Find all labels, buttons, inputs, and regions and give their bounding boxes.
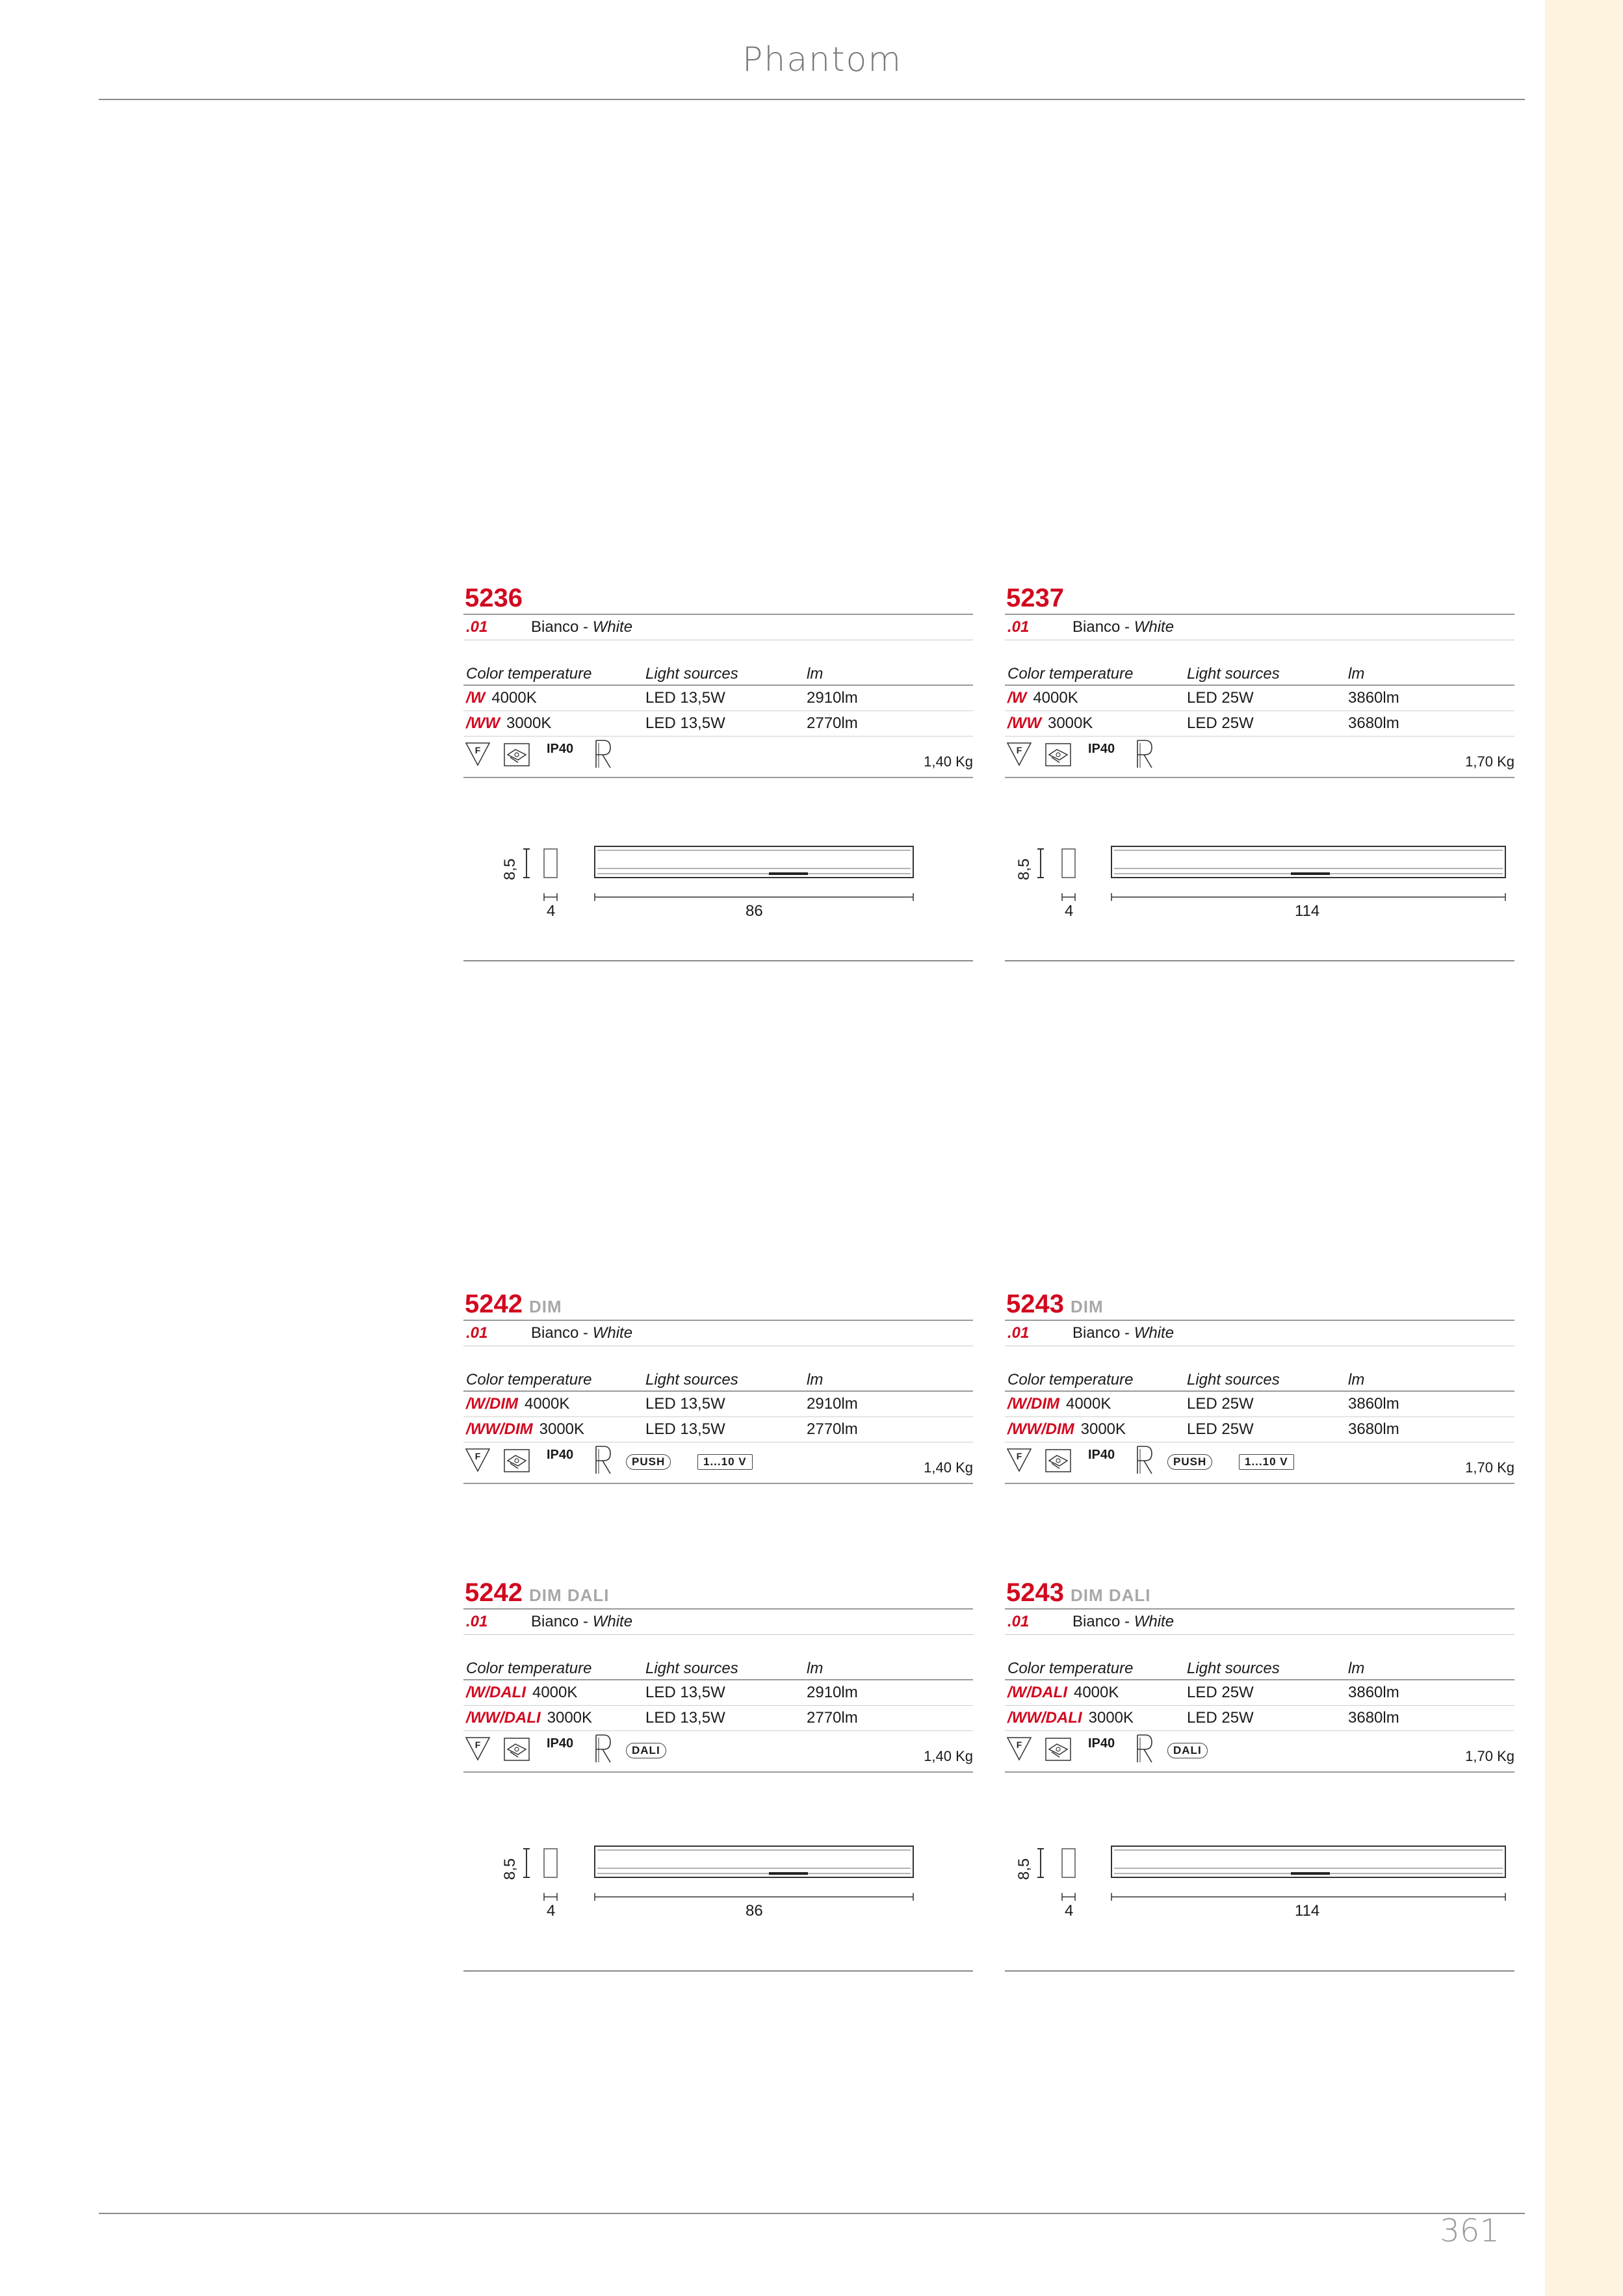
ip-rating: IP40 [1088, 742, 1115, 756]
light-source: LED 25W [1187, 1709, 1254, 1727]
col-lm: lm [1348, 665, 1365, 683]
col-light-sources: Light sources [645, 665, 738, 683]
ip-rating: IP40 [547, 1448, 574, 1462]
lumen-output: 3680lm [1348, 714, 1399, 732]
product-code-suffix: DIM DALI [528, 1585, 610, 1605]
color-temperature: 3000K [506, 714, 552, 732]
dim-height: 8,5 [1015, 858, 1033, 880]
insulation-box-icon [1044, 1446, 1072, 1475]
finish-row [463, 1321, 973, 1346]
spec-table [463, 1658, 973, 1731]
page-title: Phantom [742, 40, 902, 79]
lumen-output: 2770lm [807, 714, 858, 732]
product-code-line [463, 1580, 973, 1610]
f-mark-icon [465, 740, 491, 766]
svg-text:F: F [1016, 1740, 1022, 1750]
dim-length: 114 [1295, 1902, 1320, 1920]
dimension-drawing [463, 827, 973, 976]
dimension-drawing [463, 1827, 973, 1976]
variant-code: /WW/DIM [466, 1420, 533, 1438]
insulation-box-icon [1044, 1735, 1072, 1764]
lumen-output: 2910lm [807, 1684, 858, 1701]
finish-code: .01 [1007, 1613, 1030, 1630]
spec-table-header [1005, 1370, 1514, 1392]
certification-icons [1005, 737, 1514, 778]
dim-height: 8,5 [501, 1858, 519, 1880]
weight: 1,40 Kg [924, 1459, 973, 1476]
finish-code: .01 [466, 1613, 488, 1630]
r-mark-icon [1132, 1732, 1154, 1765]
dim-depth: 4 [1065, 902, 1074, 920]
weight: 1,40 Kg [924, 1748, 973, 1764]
r-mark-icon [591, 1444, 613, 1476]
light-source: LED 25W [1187, 714, 1254, 732]
product-code: 5242 DIM DALI [465, 1578, 610, 1607]
col-lm: lm [1348, 1660, 1365, 1677]
side-color-band [1545, 0, 1623, 2296]
r-mark-icon [591, 1732, 613, 1765]
table-row [463, 686, 973, 711]
spec-table [463, 664, 973, 737]
product-code-line [1005, 1580, 1514, 1610]
table-row [463, 1392, 973, 1417]
color-temperature: 3000K [1088, 1709, 1134, 1727]
dim-depth: 4 [547, 1902, 556, 1920]
spec-table-header [1005, 1658, 1514, 1680]
lumen-output: 2770lm [807, 1709, 858, 1727]
v110-badge: 1...10 V [697, 1454, 753, 1470]
section-rule [1005, 1970, 1514, 1972]
table-row [463, 711, 973, 737]
finish-row [1005, 615, 1514, 640]
finish-code: .01 [1007, 618, 1030, 636]
dim-height: 8,5 [501, 858, 519, 880]
f-mark-icon [1006, 740, 1032, 766]
f-mark-icon [465, 1735, 491, 1761]
dim-depth: 4 [547, 902, 556, 920]
light-source: LED 13,5W [645, 1684, 725, 1701]
light-source: LED 25W [1187, 1684, 1254, 1701]
table-row [463, 1706, 973, 1731]
variant-code: /WW/DIM [1007, 1420, 1074, 1438]
dim-height: 8,5 [1015, 1858, 1033, 1880]
finish-code: .01 [1007, 1324, 1030, 1342]
color-temperature: 4000K [491, 689, 537, 707]
svg-text:F: F [474, 1740, 481, 1750]
light-source: LED 25W [1187, 689, 1254, 707]
ip-rating: IP40 [547, 1736, 574, 1751]
weight: 1,70 Kg [1465, 1459, 1514, 1476]
spec-table-header [463, 1658, 973, 1680]
col-lm: lm [1348, 1371, 1365, 1389]
weight: 1,70 Kg [1465, 753, 1514, 770]
f-mark-icon [465, 1446, 491, 1472]
product-code-suffix: DIM [1070, 1297, 1104, 1316]
col-color-temperature: Color temperature [466, 665, 592, 683]
r-mark-icon [591, 738, 613, 770]
insulation-box-icon [502, 1446, 531, 1475]
spec-table-header [463, 1370, 973, 1392]
light-source: LED 25W [1187, 1420, 1254, 1438]
light-source: LED 13,5W [645, 714, 725, 732]
col-light-sources: Light sources [645, 1371, 738, 1389]
variant-code: /W/DIM [1007, 1395, 1059, 1413]
col-lm: lm [807, 665, 824, 683]
product-block-5 [1005, 1580, 1514, 1773]
certification-icons [1005, 1731, 1514, 1773]
product-code: 5243 DIM [1006, 1290, 1104, 1318]
col-lm: lm [807, 1371, 824, 1389]
col-light-sources: Light sources [645, 1660, 738, 1677]
weight: 1,70 Kg [1465, 1748, 1514, 1764]
svg-text:F: F [474, 745, 481, 755]
col-lm: lm [807, 1660, 824, 1677]
color-temperature: 3000K [547, 1709, 593, 1727]
color-temperature: 3000K [1047, 714, 1093, 732]
header-rule [99, 99, 1525, 100]
light-source: LED 25W [1187, 1395, 1254, 1413]
table-row [1005, 1680, 1514, 1706]
svg-text:F: F [1016, 745, 1022, 755]
spec-table [463, 1370, 973, 1442]
col-color-temperature: Color temperature [1007, 1371, 1134, 1389]
col-color-temperature: Color temperature [466, 1371, 592, 1389]
dim-length: 86 [746, 1902, 763, 1920]
col-color-temperature: Color temperature [1007, 665, 1134, 683]
table-row [463, 1680, 973, 1706]
col-light-sources: Light sources [1187, 665, 1280, 683]
col-color-temperature: Color temperature [466, 1660, 592, 1677]
color-temperature: 4000K [1073, 1684, 1119, 1701]
v110-badge: 1...10 V [1239, 1454, 1294, 1470]
color-temperature: 4000K [1065, 1395, 1111, 1413]
product-block-2 [463, 1291, 973, 1484]
finish-name: Bianco - White [531, 1613, 633, 1630]
light-source: LED 13,5W [645, 1420, 725, 1438]
variant-code: /W/DALI [1007, 1684, 1067, 1701]
product-code: 5243 DIM DALI [1006, 1578, 1151, 1607]
lumen-output: 2770lm [807, 1420, 858, 1438]
ip-rating: IP40 [1088, 1736, 1115, 1751]
certification-icons [1005, 1442, 1514, 1484]
lumen-output: 2910lm [807, 689, 858, 707]
certification-icons [463, 1731, 973, 1773]
f-mark-icon [1006, 1735, 1032, 1761]
finish-name: Bianco - White [531, 1324, 633, 1342]
product-code-suffix: DIM DALI [1070, 1585, 1151, 1605]
product-block-4 [463, 1580, 973, 1773]
lumen-output: 3860lm [1348, 1684, 1399, 1701]
finish-row [1005, 1610, 1514, 1635]
section-rule [1005, 960, 1514, 961]
variant-code: /W [466, 689, 486, 707]
finish-name: Bianco - White [1072, 1613, 1175, 1630]
r-mark-icon [1132, 1444, 1154, 1476]
variant-code: /WW [1007, 714, 1041, 732]
push-badge: PUSH [1167, 1454, 1212, 1470]
finish-row [1005, 1321, 1514, 1346]
product-code-line [1005, 1291, 1514, 1321]
product-code-suffix: DIM [528, 1297, 562, 1316]
lumen-output: 2910lm [807, 1395, 858, 1413]
color-temperature: 4000K [532, 1684, 578, 1701]
f-mark-icon [1006, 1446, 1032, 1472]
finish-row [463, 1610, 973, 1635]
variant-code: /WW/DALI [466, 1709, 541, 1727]
product-code-line [463, 1291, 973, 1321]
product-code-line [463, 585, 973, 615]
finish-name: Bianco - White [1072, 1324, 1175, 1342]
variant-code: /WW [466, 714, 500, 732]
variant-code: /W/DALI [466, 1684, 526, 1701]
svg-text:F: F [474, 1451, 481, 1461]
table-row [1005, 711, 1514, 737]
color-temperature: 3000K [539, 1420, 585, 1438]
dimension-drawing [1005, 827, 1514, 976]
color-temperature: 4000K [1033, 689, 1078, 707]
dimension-drawing [1005, 1827, 1514, 1976]
light-source: LED 13,5W [645, 689, 725, 707]
section-rule [463, 960, 973, 961]
table-row [1005, 686, 1514, 711]
light-source: LED 13,5W [645, 1395, 725, 1413]
finish-code: .01 [466, 618, 488, 636]
footer-rule [99, 2213, 1525, 2214]
spec-table [1005, 1370, 1514, 1442]
table-row [1005, 1392, 1514, 1417]
product-code: 5236 [465, 584, 523, 612]
certification-icons [463, 737, 973, 778]
col-light-sources: Light sources [1187, 1371, 1280, 1389]
spec-table [1005, 664, 1514, 737]
finish-code: .01 [466, 1324, 488, 1342]
spec-table [1005, 1658, 1514, 1731]
product-code: 5242 DIM [465, 1290, 562, 1318]
dim-depth: 4 [1065, 1902, 1074, 1920]
lumen-output: 3680lm [1348, 1420, 1399, 1438]
table-row [1005, 1706, 1514, 1731]
svg-text:F: F [1016, 1451, 1022, 1461]
finish-name: Bianco - White [1072, 618, 1175, 636]
lumen-output: 3860lm [1348, 1395, 1399, 1413]
product-code-line [1005, 585, 1514, 615]
variant-code: /W [1007, 689, 1027, 707]
finish-name: Bianco - White [531, 618, 633, 636]
dim-length: 114 [1295, 902, 1320, 920]
table-row [463, 1417, 973, 1442]
ip-rating: IP40 [1088, 1448, 1115, 1462]
dali-badge: DALI [626, 1743, 666, 1758]
spec-table-header [1005, 664, 1514, 686]
col-color-temperature: Color temperature [1007, 1660, 1134, 1677]
col-light-sources: Light sources [1187, 1660, 1280, 1677]
insulation-box-icon [502, 740, 531, 769]
dim-length: 86 [746, 902, 763, 920]
color-temperature: 3000K [1080, 1420, 1126, 1438]
light-source: LED 13,5W [645, 1709, 725, 1727]
product-block-0 [463, 585, 973, 778]
lumen-output: 3680lm [1348, 1709, 1399, 1727]
insulation-box-icon [1044, 740, 1072, 769]
insulation-box-icon [502, 1735, 531, 1764]
product-block-1 [1005, 585, 1514, 778]
page-number: 361 [1440, 2213, 1500, 2249]
finish-row [463, 615, 973, 640]
section-rule [463, 1970, 973, 1972]
product-code: 5237 [1006, 584, 1064, 612]
variant-code: /WW/DALI [1007, 1709, 1082, 1727]
r-mark-icon [1132, 738, 1154, 770]
certification-icons [463, 1442, 973, 1484]
product-block-3 [1005, 1291, 1514, 1484]
dali-badge: DALI [1167, 1743, 1208, 1758]
color-temperature: 4000K [524, 1395, 570, 1413]
ip-rating: IP40 [547, 742, 574, 756]
variant-code: /W/DIM [466, 1395, 518, 1413]
table-row [1005, 1417, 1514, 1442]
push-badge: PUSH [626, 1454, 671, 1470]
spec-table-header [463, 664, 973, 686]
weight: 1,40 Kg [924, 753, 973, 770]
lumen-output: 3860lm [1348, 689, 1399, 707]
